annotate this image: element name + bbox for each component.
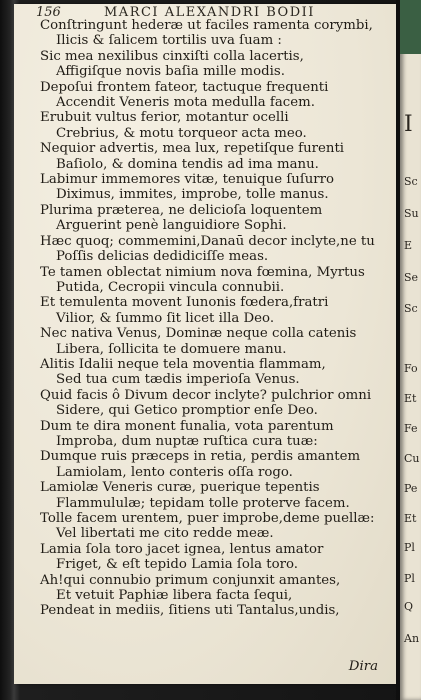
left-page	[14, 4, 396, 684]
verse-line: Baſiolo, & domina tendis ad ima manu.	[56, 156, 319, 172]
verse-line: Pendeat in mediis, ſitiens uti Tantalus,undis,	[40, 603, 340, 619]
verse-line: Et temulenta movent Iunonis fœdera,fratri	[40, 295, 329, 311]
facing-page-fragment: Pe	[404, 482, 418, 495]
verse-line: Lamia ſola toro jacet ignea, lentus amator	[40, 541, 324, 557]
verse-line: Putida, Cecropii vincula connubii.	[56, 279, 285, 295]
facing-page-fragment: Fo	[404, 362, 418, 375]
verse-line: Affigiſque novis baſia mille modis.	[56, 64, 285, 80]
facing-page-fragment: An	[404, 632, 420, 645]
facing-page-fragment: I	[404, 112, 413, 137]
verse-line: Poſſis delicias dedidiciſſe meas.	[56, 249, 269, 265]
verse-line: Te tamen oblectat nimium nova fœmina, Myrtus	[40, 264, 365, 280]
verse-line: Dumque ruis præceps in retia, perdis amantem	[40, 449, 361, 465]
facing-page-fragment: Fe	[404, 422, 418, 435]
verse-line: Libera, ſollicita te domuere manu.	[56, 341, 287, 357]
verse-line: Nec nativa Venus, Dominæ neque colla catenis	[40, 326, 357, 342]
green-tab	[400, 0, 421, 54]
verse-line: Ah!qui connubio primum conjunxit amantes,	[40, 572, 341, 588]
verse-line: Vel libertati me cito redde meæ.	[56, 526, 274, 542]
facing-page-fragment: Pl	[404, 541, 415, 554]
verse-line: Friget, & eſt tepido Lamia ſola toro.	[56, 557, 298, 573]
verse-line: Crebrius, & motu torqueor acta meo.	[56, 125, 307, 141]
verse-line: Accendit Veneris mota medulla facem.	[56, 95, 315, 111]
verse-line: Conſtringunt hederæ ut faciles ramenta corymbi,	[40, 18, 373, 33]
verse-line: Diximus, immites, improbe, tolle manus.	[56, 187, 329, 203]
verse-line: Plurima præterea, ne delicioſa loquentem	[40, 202, 323, 218]
verse-line: Sidere, qui Getico promptior enſe Deo.	[56, 403, 318, 419]
verse-line: Et vetuit Paphiæ libera facta ſequi,	[56, 588, 293, 604]
verse-line: Ilicis & ſalicem tortilis uva ſuam :	[56, 33, 282, 49]
verse-line: Improba, dum nuptæ ruſtica cura tuæ:	[56, 433, 318, 449]
facing-page-fragment: Su	[404, 207, 419, 220]
verse-line: Dum te dira monent funalia, vota parentum	[40, 418, 334, 434]
page-number: 156	[36, 5, 61, 20]
facing-page-fragment: Et	[404, 512, 417, 525]
verse-line: Quid facis ô Divum decor inclyte? pulchrior omni	[40, 387, 372, 403]
verse-line: Erubuit vultus ferior, motantur ocelli	[40, 110, 289, 126]
facing-page-fragment: Q	[404, 600, 414, 613]
verse-line: Arguerint penè languidiore Sophi.	[56, 218, 287, 234]
verse-line: Depoſui frontem fateor, tactuque frequenti	[40, 79, 329, 95]
facing-page-fragment: Pl	[404, 572, 415, 585]
facing-page-fragment: Cu	[404, 452, 420, 465]
catchword: Dira	[348, 659, 378, 674]
facing-page-fragment: Se	[404, 271, 419, 284]
verse-line: Alitis Idalii neque tela moventia flammam,	[40, 356, 326, 372]
verse-line: Flammululæ; tepidam tolle proterve facem.	[56, 495, 350, 511]
verse-line: Nequior advertis, mea lux, repetiſque furenti	[40, 141, 345, 157]
verse-line: Sed tua cum tædis imperioſa Venus.	[56, 372, 300, 388]
facing-page-fragment: Sc	[404, 302, 418, 315]
verse-line: Tolle facem urentem, puer improbe,deme puellæ:	[40, 511, 375, 526]
verse-line: Hæc quoq; commemini,Danaū decor inclyte,ne tu	[40, 233, 375, 249]
verse-line: Labimur immemores vitæ, tenuique ſuſurro	[40, 172, 335, 188]
verse-line: Lamiolæ Veneris curæ, puerique tepentis	[40, 480, 320, 496]
verse-line: Lamiolam, lento conteris oſſa rogo.	[56, 464, 293, 480]
facing-page-edge	[400, 0, 421, 700]
poem-text	[40, 18, 390, 619]
facing-page-fragment: Et	[404, 392, 417, 405]
facing-page-fragment: E	[404, 239, 413, 252]
verse-line: Sic mea nexilibus cinxiſti colla lacertis,	[40, 48, 304, 64]
running-title: MARCI ALEXANDRI BODII	[104, 5, 315, 20]
verse-line: Vilior, & ſummo ſit licet illa Deo.	[56, 310, 275, 326]
facing-page-fragment: Sc	[404, 175, 418, 188]
